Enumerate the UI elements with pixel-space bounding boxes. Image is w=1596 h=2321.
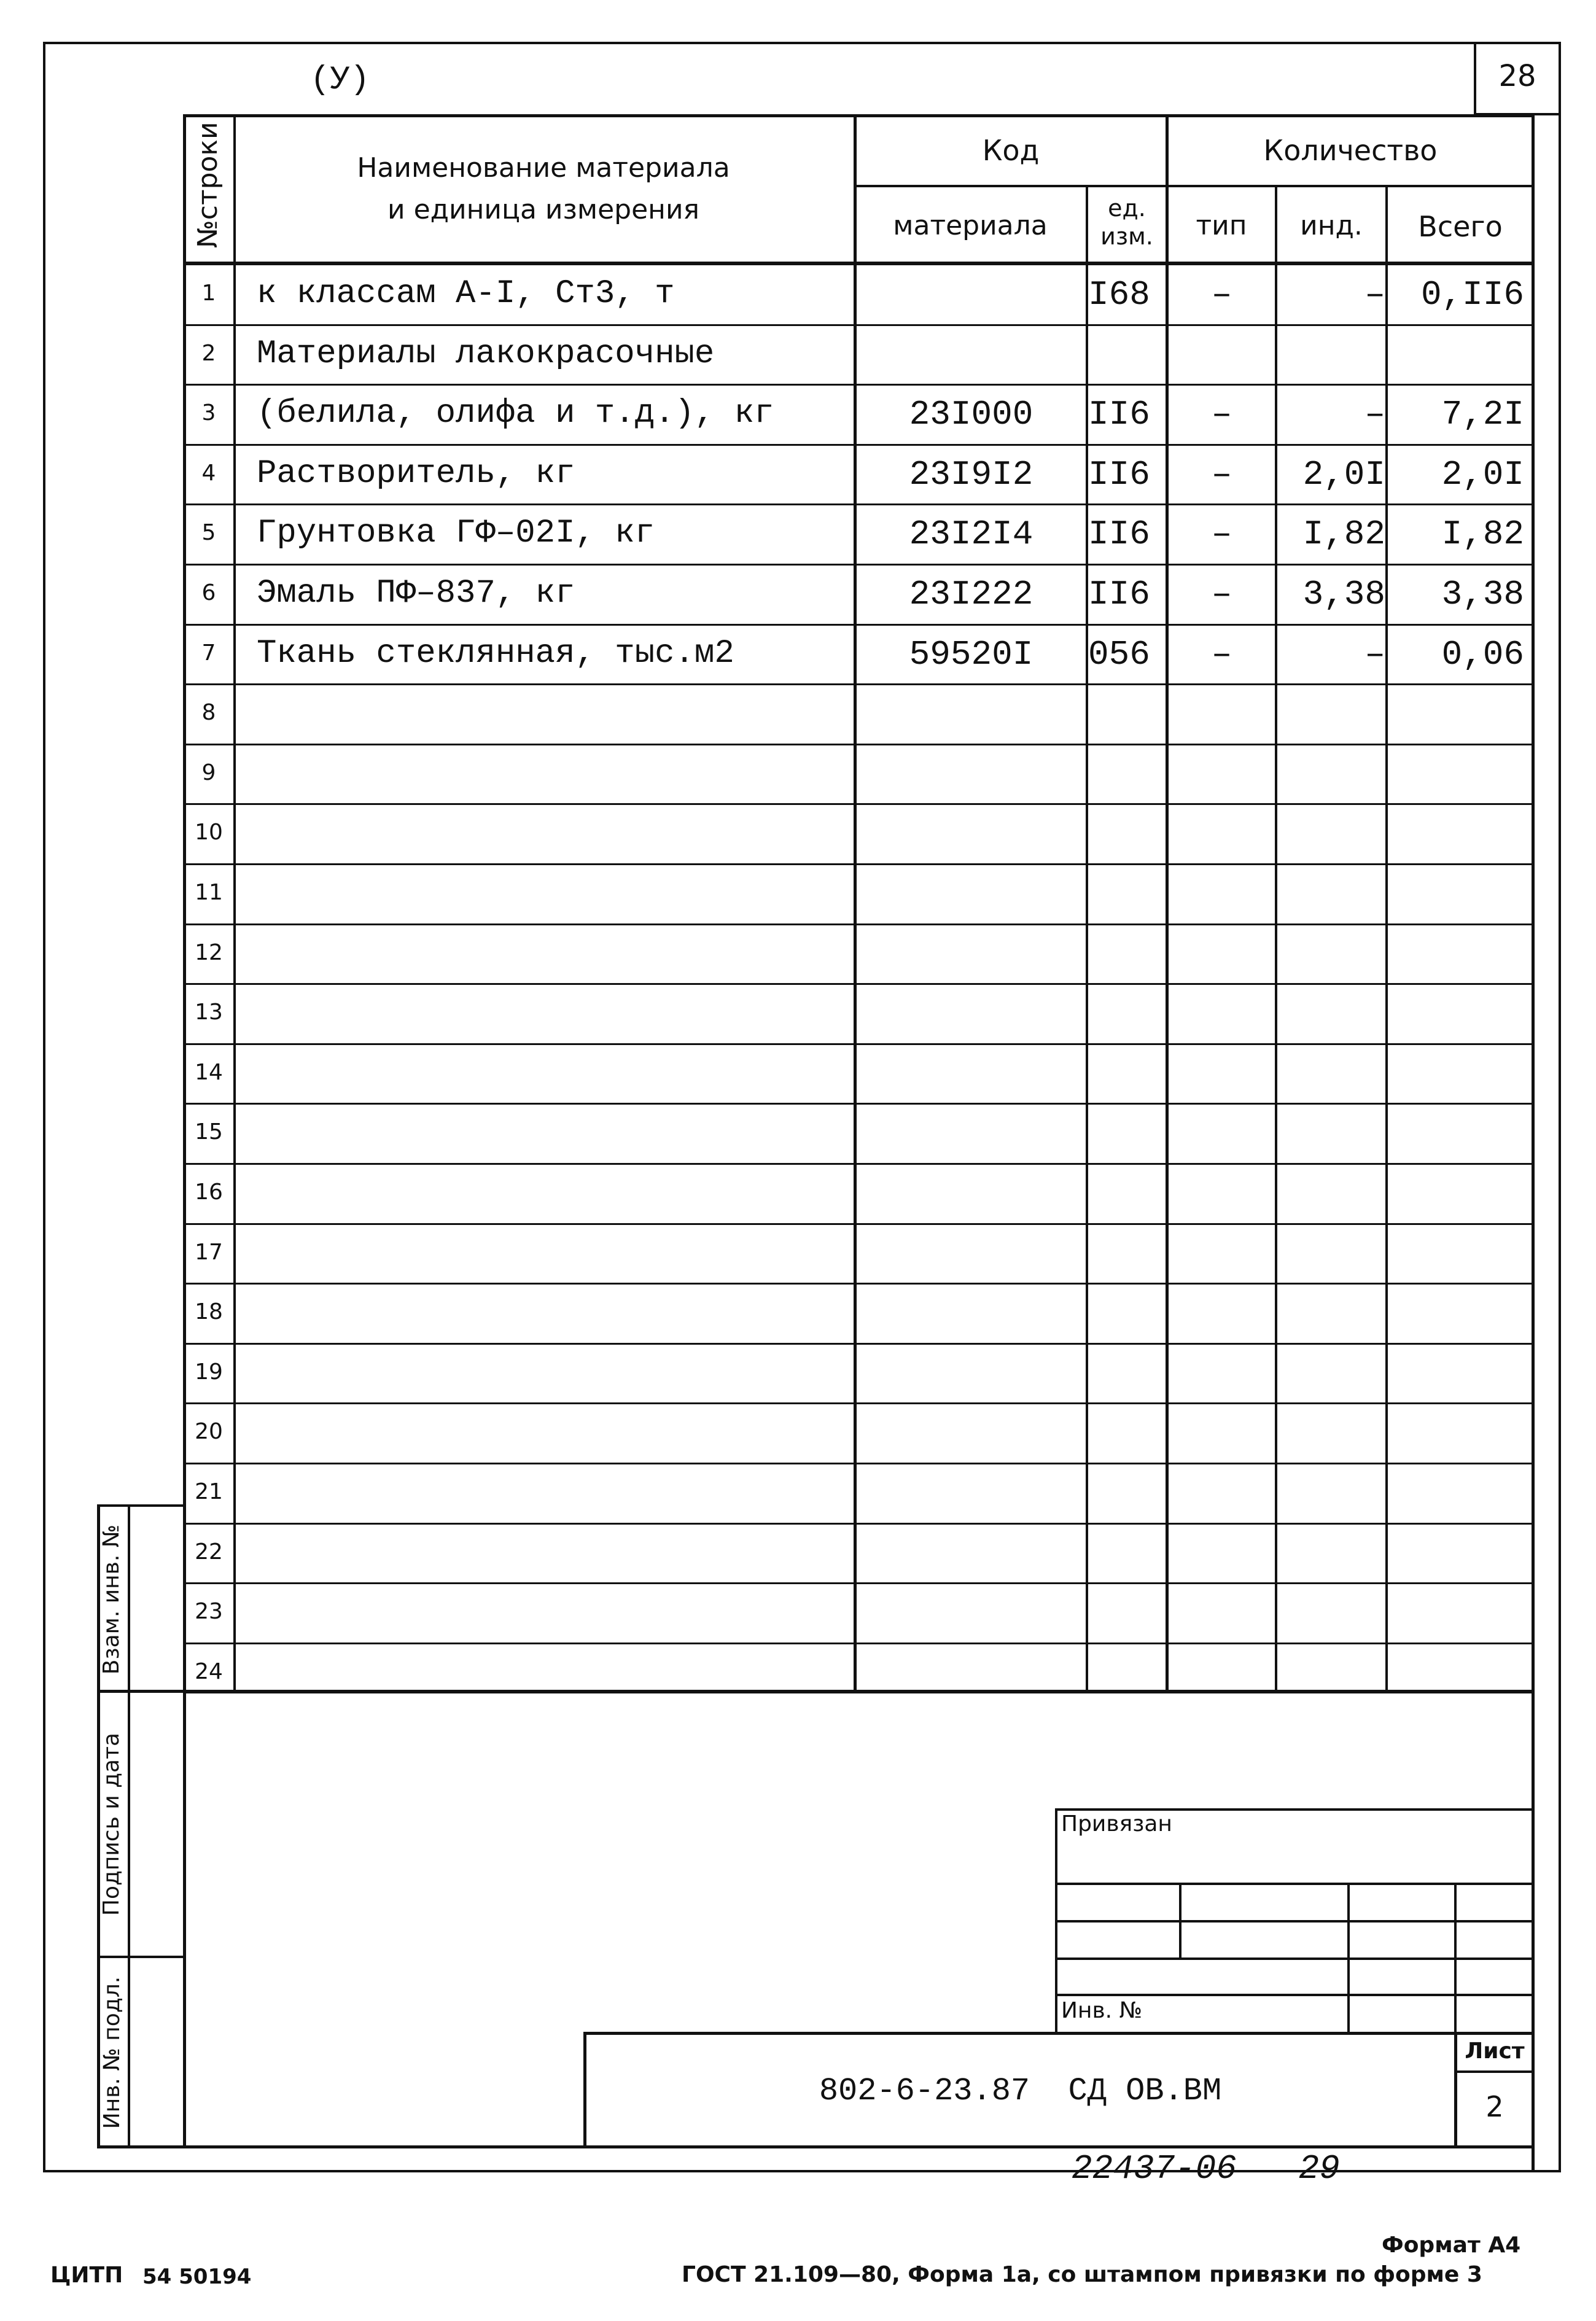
variant-mark: (У) [310,61,370,99]
cell-total: 0,II6 [1420,275,1524,314]
replace-inv-label: Взам. инв. № [99,1524,124,1675]
frame-left [43,42,45,2172]
cell-total: 7,2I [1441,395,1524,434]
cell-name: Эмаль ПФ–837, кг [257,575,575,612]
page-number: 28 [1498,59,1536,93]
header-material-code: материала [893,210,1048,241]
row-number-header: №строки [192,122,224,248]
row-separator [183,863,1534,865]
row-number: 11 [195,880,223,905]
row-number: 6 [201,580,216,605]
bound-label: Привязан [1061,1811,1172,1837]
row-number: 7 [201,640,216,666]
cell-ind: – [1364,395,1385,434]
cell-mat: 23I2I4 [909,515,1034,554]
row-separator [183,624,1534,626]
row-separator [183,1343,1534,1345]
row-number: 21 [195,1479,223,1504]
cell-name: Материалы лакокрасочные [257,335,715,373]
row-separator [183,683,1534,685]
inv-orig-label: Инв. № подл. [99,1976,125,2129]
row-separator [183,1103,1534,1105]
row-separator [183,1463,1534,1464]
cell-mat: 23I000 [909,395,1034,434]
header-name: Наименование материала и единица измерения [357,152,730,225]
row-number: 2 [201,341,216,366]
row-number: 18 [195,1299,223,1324]
row-number: 13 [195,1000,223,1025]
cell-unit: II6 [1088,395,1150,434]
row-number: 10 [195,820,223,845]
cell-total: 2,0I [1441,455,1524,494]
standard-note: ГОСТ 21.109—80, Форма 1а, со штампом привязки по форме 3 [682,2262,1482,2287]
cell-total: 0,06 [1441,635,1524,674]
cell-type: – [1211,395,1232,434]
header-total: Всего [1418,210,1503,243]
cell-ind: 3,38 [1302,575,1385,614]
row-number: 24 [195,1659,223,1684]
cell-mat: 59520I [909,635,1034,674]
cell-unit: II6 [1088,515,1150,554]
row-separator [183,1643,1534,1644]
row-separator [183,444,1534,446]
designation: 802-6-23.87 СД ОВ.ВМ [819,2073,1222,2109]
row-separator [183,923,1534,925]
row-number: 16 [195,1180,223,1205]
row-number: 19 [195,1359,223,1385]
row-separator [183,1163,1534,1165]
row-separator [183,983,1534,985]
cell-ind: I,82 [1302,515,1385,554]
row-number: 17 [195,1240,223,1265]
row-number: 9 [201,760,216,785]
row-number: 3 [201,400,216,426]
cell-type: – [1211,575,1232,614]
row-number: 5 [201,520,216,545]
cell-ind: – [1364,635,1385,674]
row-number: 8 [201,700,216,725]
sheet-number: 2 [1485,2090,1504,2123]
frame-right [1559,42,1561,2172]
cell-type: – [1211,515,1232,554]
row-separator [183,384,1534,386]
cell-name: (белила, олифа и т.д.), кг [257,395,774,432]
row-separator [183,1402,1534,1404]
cell-name: Грунтовка ГФ–02I, кг [257,515,655,552]
row-separator [183,1582,1534,1584]
row-number: 12 [195,940,223,965]
cell-total: 3,38 [1441,575,1524,614]
row-separator [183,744,1534,745]
row-number: 23 [195,1599,223,1624]
row-separator [183,1523,1534,1525]
sheet-label: Лист [1465,2039,1525,2064]
cell-unit: I68 [1088,275,1150,314]
header-quantity: Количество [1263,134,1438,167]
row-number: 15 [195,1119,223,1145]
cell-name: к классам А-I, Ст3, т [257,275,675,313]
cell-ind: 2,0I [1302,455,1385,494]
cell-unit: II6 [1088,455,1150,494]
archive-number: 22437-06 29 [1072,2149,1340,2188]
cell-type: – [1211,275,1232,314]
row-number: 14 [195,1060,223,1085]
row-number: 20 [195,1419,223,1444]
row-number: 22 [195,1539,223,1565]
row-separator [183,803,1534,805]
cell-mat: 23I222 [909,575,1034,614]
row-separator [183,1043,1534,1045]
cell-unit: II6 [1088,575,1150,614]
row-separator [183,503,1534,505]
header-unit-code: ед. изм. [1100,195,1153,250]
frame-top [43,42,1561,44]
sign-date-label: Подпись и дата [99,1732,124,1916]
cell-mat: 23I9I2 [909,455,1034,494]
header-code: Код [982,134,1040,167]
cell-name: Ткань стеклянная, тыс.м2 [257,635,734,672]
cell-type: – [1211,635,1232,674]
row-separator [183,1283,1534,1285]
cell-total: I,82 [1441,515,1524,554]
inv-label: Инв. № [1061,1998,1143,2023]
row-separator [183,564,1534,566]
row-separator [183,1223,1534,1225]
cell-name: Растворитель, кг [257,455,575,492]
publisher: ЦИТП [50,2263,123,2288]
row-separator [183,324,1534,326]
format-label: Формат А4 [1382,2233,1521,2258]
cell-unit: 056 [1088,635,1150,674]
print-code: 54 50194 [142,2265,252,2289]
row-number: 1 [201,281,216,306]
header-ind: инд. [1300,210,1363,241]
row-number: 4 [201,461,216,486]
cell-ind: – [1364,275,1385,314]
header-type: тип [1196,210,1247,241]
cell-type: – [1211,455,1232,494]
